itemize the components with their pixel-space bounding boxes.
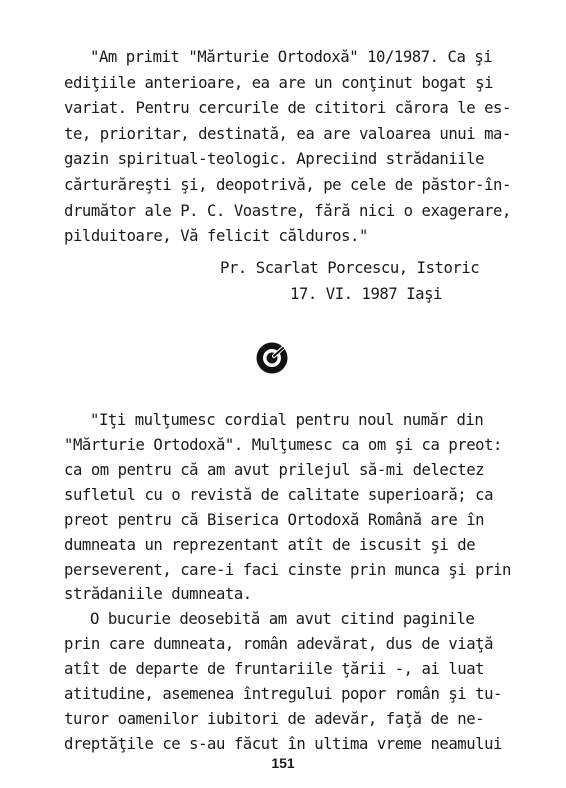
text-line: "Mărturie Ortodoxă". Mulţumesc ca om şi ca preot: <box>64 436 502 454</box>
text-line: "Iţi mulţumesc cordial pentru noul număr din <box>90 411 484 429</box>
text-line: pilduitoare, Vă felicit călduros." <box>64 227 368 245</box>
date-place: 17. VI. 1987 Iaşi <box>290 285 442 303</box>
text-line: perseverent, care-i faci cinste prin munca şi prin <box>64 561 511 579</box>
text-line: dumneata un reprezentant atît de iscusit şi de <box>64 536 476 554</box>
text-line: dreptăţile ce s-au făcut în ultima vreme neamului <box>64 735 502 753</box>
text-line: O bucurie deosebită am avut citind paginile <box>90 610 475 628</box>
text-line: drumător ale P. C. Voastre, fără nici o exagerare, <box>64 202 511 220</box>
text-line: strădaniile dumneata. <box>64 585 252 603</box>
text-line: te, prioritar, destinată, ea are valoarea unui ma- <box>64 125 511 143</box>
text-line: gazin spiritual-teologic. Apreciind strădaniile <box>64 150 485 168</box>
text-line: atît de departe de fruntariile ţării -, ai luat <box>64 660 485 678</box>
text-line: sufletul cu o revistă de calitate superioară; ca <box>64 486 494 504</box>
text-line: prin care dumneata, român adevărat, dus de viaţă <box>64 635 494 653</box>
text-line: cărturăreşti şi, deopotrivă, pe cele de păstor-în- <box>64 176 511 194</box>
text-line: "Am primit "Mărturie Ortodoxă" 10/1987. Ca şi <box>90 48 493 66</box>
orthodox-emblem-icon <box>255 341 289 375</box>
signature: Pr. Scarlat Porcescu, Istoric <box>220 259 480 277</box>
text-line: preot pentru că Biserica Ortodoxă Română are în <box>64 511 485 529</box>
text-line: ediţiile anterioare, ea are un conţinut bogat şi <box>64 74 494 92</box>
text-line: variat. Pentru cercurile de cititori cărora le es- <box>64 99 511 117</box>
text-line: atitudine, asemenea întregului popor român şi tu- <box>64 685 502 703</box>
text-line: turor oamenilor iubitori de adevăr, faţă de ne- <box>64 710 485 728</box>
page-number: 151 <box>271 755 295 771</box>
text-line: ca om pentru că am avut prilejul să-mi delectez <box>64 461 485 479</box>
